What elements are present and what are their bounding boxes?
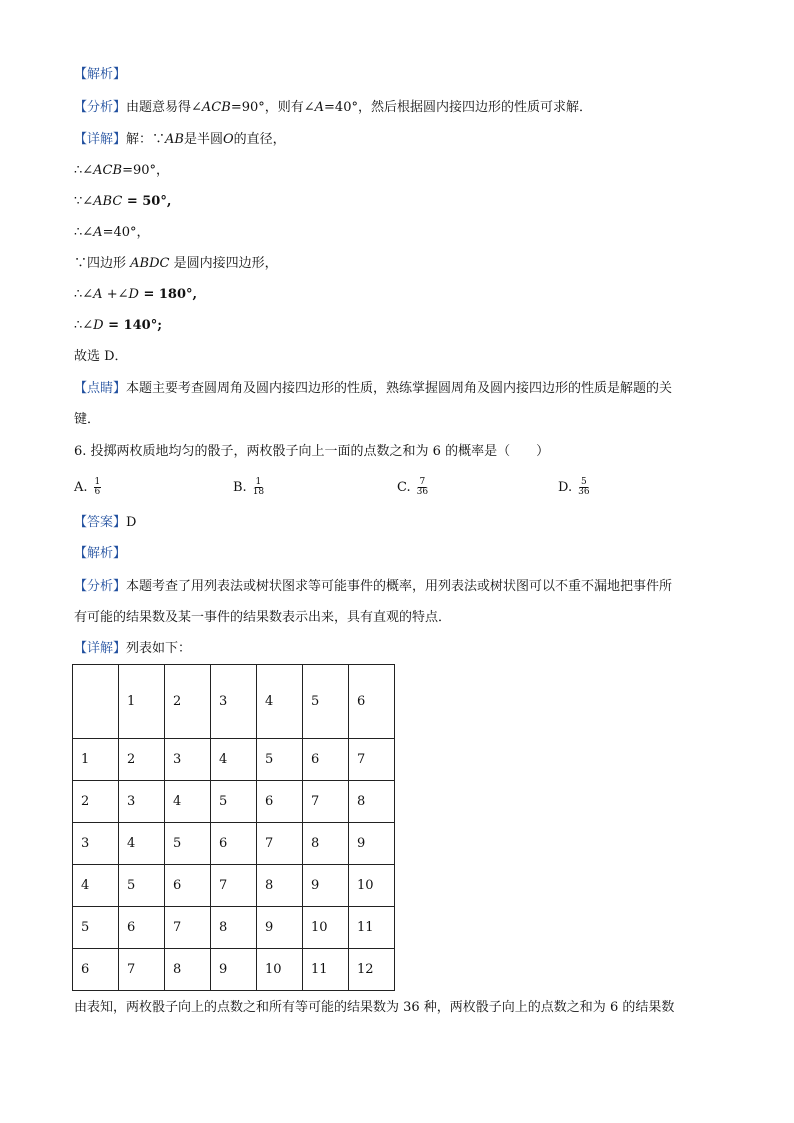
math-text: AB xyxy=(165,132,184,147)
option-label: C. xyxy=(397,480,411,495)
option-c xyxy=(397,478,428,497)
denominator: 36 xyxy=(578,487,590,497)
text: 键． xyxy=(74,412,101,427)
math-text: D xyxy=(93,318,104,333)
fraction xyxy=(417,478,428,497)
step-3 xyxy=(74,224,150,242)
step-5 xyxy=(74,286,197,304)
table-cell: 6 xyxy=(303,739,349,781)
text: 列表如下： xyxy=(126,641,192,656)
step-1 xyxy=(74,162,169,180)
table-cell: 5 xyxy=(119,865,165,907)
text: 故选 D． xyxy=(74,349,128,364)
step-6 xyxy=(74,317,162,335)
analysis-tag: 【解析】 xyxy=(74,546,127,561)
numerator: 1 xyxy=(94,477,101,487)
option-b xyxy=(233,478,264,497)
table-row xyxy=(73,865,395,907)
answer-value: D xyxy=(126,515,137,530)
table-cell: 8 xyxy=(257,865,303,907)
table-cell: 4 xyxy=(165,781,211,823)
detail-tag: 【详解】 xyxy=(74,132,127,147)
denominator: 18 xyxy=(252,487,265,497)
table-cell: 6 xyxy=(211,823,257,865)
table-cell: 5 xyxy=(257,739,303,781)
math-text: D xyxy=(128,287,139,302)
table-cell: 4 xyxy=(211,739,257,781)
fenxi-tag: 【分析】 xyxy=(74,100,127,115)
fraction xyxy=(253,478,264,497)
conclusion-line xyxy=(74,348,128,366)
option-label: D. xyxy=(558,480,573,495)
table-cell: 6 xyxy=(257,781,303,823)
table-cell: 7 xyxy=(257,823,303,865)
table-cell: 6 xyxy=(165,865,211,907)
text: 的直径， xyxy=(233,132,286,147)
math-text: O xyxy=(223,132,234,147)
text: 由表知，两枚骰子向上的点数之和所有等可能的结果数为 36 种，两枚骰子向上的点数之和为 6 的结果数 xyxy=(74,1000,675,1015)
table-cell: 3 xyxy=(119,781,165,823)
table-cell: 10 xyxy=(257,949,303,991)
table-header-cell: 1 xyxy=(119,665,165,739)
text: =90°，则有∠ xyxy=(230,100,315,115)
bottom-line xyxy=(74,999,674,1017)
text: 本题考查了用列表法或树状图求等可能事件的概率，用列表法或树状图可以不重不漏地把事件所 xyxy=(126,579,673,594)
fraction xyxy=(578,478,589,497)
table-cell: 7 xyxy=(119,949,165,991)
detail-line-1 xyxy=(74,131,286,149)
text: ∴∠ xyxy=(74,225,94,240)
text: = 180°, xyxy=(138,287,198,302)
table-cell: 5 xyxy=(165,823,211,865)
table-cell: 9 xyxy=(211,949,257,991)
detail2-line xyxy=(74,640,191,658)
text: ∵∠ xyxy=(74,194,94,209)
table-cell: 11 xyxy=(303,949,349,991)
answer-tag: 【答案】 xyxy=(74,515,127,530)
table-row xyxy=(73,781,395,823)
math-text: A xyxy=(314,100,325,115)
table-cell: 6 xyxy=(119,907,165,949)
table-cell: 8 xyxy=(303,823,349,865)
math-text: ACB xyxy=(201,100,231,115)
text: ∴∠ xyxy=(74,287,94,302)
table-cell: 4 xyxy=(119,823,165,865)
numerator: 5 xyxy=(580,477,587,487)
text: 是半圆 xyxy=(183,132,223,147)
text: ∵四边形 xyxy=(74,256,131,271)
analysis2-line-1 xyxy=(74,578,672,596)
table-cell: 3 xyxy=(165,739,211,781)
table-cell: 10 xyxy=(349,865,395,907)
table-row xyxy=(73,739,395,781)
step-4 xyxy=(74,255,278,273)
table-cell: 7 xyxy=(349,739,395,781)
table-row-header-cell: 2 xyxy=(73,781,119,823)
detail-tag: 【详解】 xyxy=(74,641,127,656)
math-text: ACB xyxy=(93,163,123,178)
text: =90°， xyxy=(122,163,169,178)
question-6 xyxy=(74,443,549,461)
table-row-header-cell: 1 xyxy=(73,739,119,781)
text: = 50°, xyxy=(122,194,172,209)
table-cell: 9 xyxy=(349,823,395,865)
table-cell: 5 xyxy=(211,781,257,823)
table-row xyxy=(73,907,395,949)
text: 解：∵ xyxy=(126,132,166,147)
analysis-tag: 【解析】 xyxy=(74,67,127,82)
fenxi-tag: 【分析】 xyxy=(74,579,127,594)
numerator: 1 xyxy=(255,477,262,487)
text: =40°，然后根据圆内接四边形的性质可求解． xyxy=(324,100,592,115)
table-row xyxy=(73,823,395,865)
text: ∴∠ xyxy=(74,318,94,333)
text: 由题意易得∠ xyxy=(126,100,202,115)
fraction xyxy=(94,478,102,497)
text: 6. 投掷两枚质地均匀的骰子，两枚骰子向上一面的点数之和为 6 的概率是（ ） xyxy=(74,444,550,459)
table-header-cell: 2 xyxy=(165,665,211,739)
step-2 xyxy=(74,193,171,211)
denominator: 6 xyxy=(94,487,101,497)
numerator: 7 xyxy=(419,477,426,487)
table-cell: 8 xyxy=(211,907,257,949)
math-text: A xyxy=(93,287,103,302)
answer-line xyxy=(74,514,136,532)
option-label: A. xyxy=(74,480,88,495)
table-cell: 8 xyxy=(349,781,395,823)
analysis-line-1 xyxy=(74,99,592,117)
table-header-cell: 4 xyxy=(257,665,303,739)
math-text: ABDC xyxy=(130,256,170,271)
table-row xyxy=(73,949,395,991)
table-cell: 9 xyxy=(303,865,349,907)
table-row-header-cell: 4 xyxy=(73,865,119,907)
remark-tag: 【点睛】 xyxy=(74,381,127,396)
text: =40°， xyxy=(102,225,150,240)
table-header-cell xyxy=(73,665,119,739)
table-header-cell: 5 xyxy=(303,665,349,739)
text: ∴∠ xyxy=(74,163,94,178)
text: = 140°; xyxy=(103,318,162,333)
table-cell: 8 xyxy=(165,949,211,991)
table-cell: 7 xyxy=(211,865,257,907)
table-row-header-cell: 5 xyxy=(73,907,119,949)
analysis-heading xyxy=(74,66,126,84)
table-cell: 12 xyxy=(349,949,395,991)
math-text: ABC xyxy=(93,194,123,209)
option-label: B. xyxy=(233,480,247,495)
table-cell: 7 xyxy=(303,781,349,823)
table-header-row xyxy=(73,665,395,739)
analysis-heading-2 xyxy=(74,545,126,563)
table-header-cell: 6 xyxy=(349,665,395,739)
table-cell: 7 xyxy=(165,907,211,949)
table-header-cell: 3 xyxy=(211,665,257,739)
option-a xyxy=(74,478,101,497)
table-cell: 10 xyxy=(303,907,349,949)
option-d xyxy=(558,478,590,497)
table-row-header-cell: 6 xyxy=(73,949,119,991)
text: 有可能的结果数及某一事件的结果数表示出来，具有直观的特点． xyxy=(74,610,452,625)
table-cell: 2 xyxy=(119,739,165,781)
text: 本题主要考查圆周角及圆内接四边形的性质，熟练掌握圆周角及圆内接四边形的性质是解题的关 xyxy=(126,381,673,396)
remark-line-1 xyxy=(74,380,672,398)
dice-sum-table xyxy=(72,664,395,991)
denominator: 36 xyxy=(416,487,429,497)
remark-line-2 xyxy=(74,411,100,429)
analysis2-line-2 xyxy=(74,609,451,627)
text: +∠ xyxy=(102,287,129,302)
text: 是圆内接四边形， xyxy=(169,256,278,271)
math-text: A xyxy=(93,225,103,240)
table-cell: 9 xyxy=(257,907,303,949)
table-row-header-cell: 3 xyxy=(73,823,119,865)
table-cell: 11 xyxy=(349,907,395,949)
